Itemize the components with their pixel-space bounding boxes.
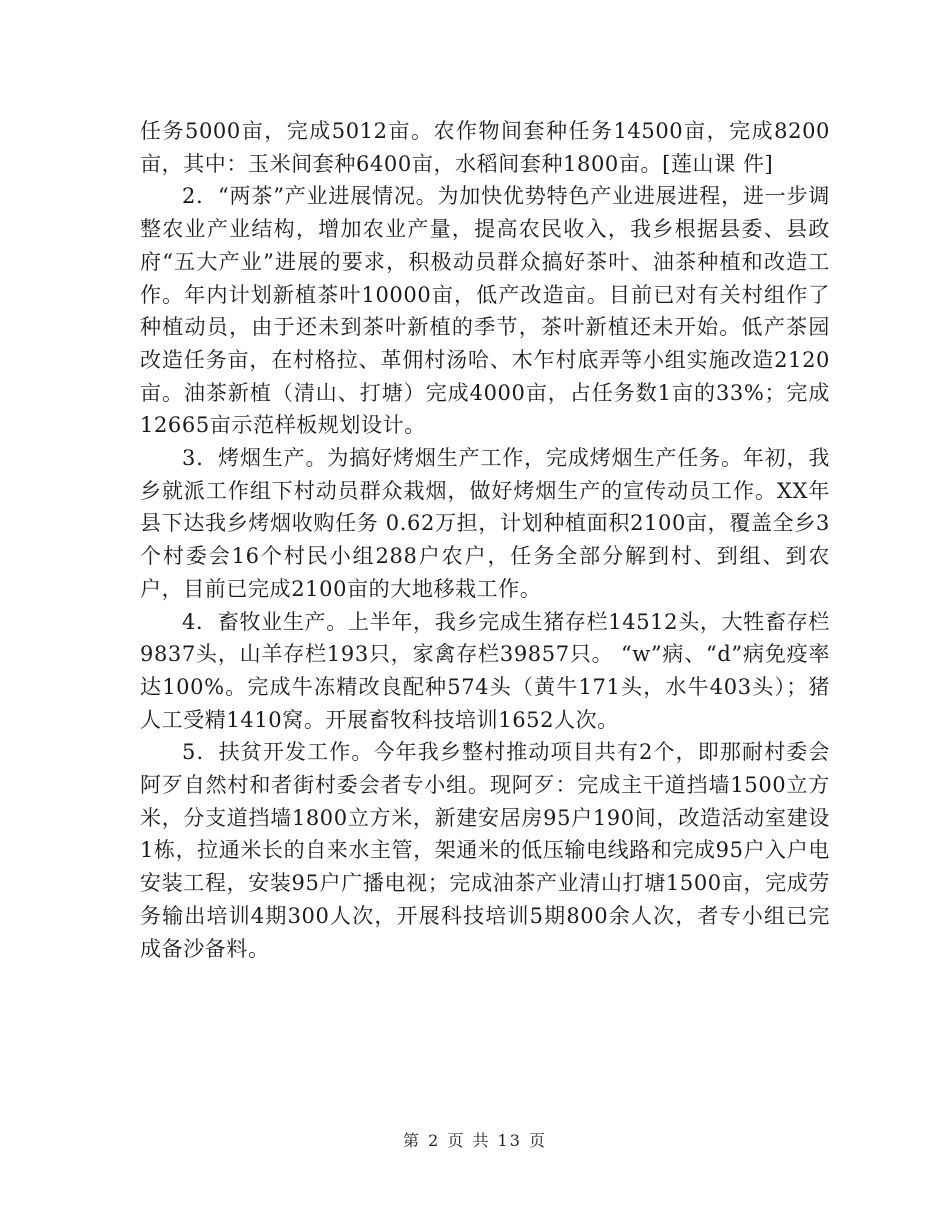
- document-body: [140, 115, 830, 965]
- paragraph-1: 任务5000亩，完成5012亩。农作物间套种任务14500亩，完成8200亩，其中：玉米间套种6400亩，水稻间套种1800亩。[莲山课 件]: [140, 119, 830, 176]
- paragraph-2: 2．“两茶”产业进展情况。为加快优势特色产业进展进程，进一步调整农业产业结构，增加农业产量，提高农民收入，我乡根据县委、县政府“五大产业”进展的要求，积极动员群众搞好茶叶、油茶种植和改造工作。年内计划新植茶叶10000亩，低产改造亩。目前已对有关村组作了种植动员，由于还未到茶叶新植的季节，茶叶新植还未开始。低产茶园改造任务亩，在村格拉、革佣村汤哈、木乍村底弄等小组实施改造2120亩。油茶新植（清山、打塘）完成4000亩，占任务数1亩的33%；完成12665亩示范样板规划设计。: [140, 184, 830, 438]
- paragraph-3: 3．烤烟生产。为搞好烤烟生产工作，完成烤烟生产任务。年初，我乡就派工作组下村动员群众栽烟，做好烤烟生产的宣传动员工作。XX年县下达我乡烤烟收购任务 0.62万担，计划种植面积2100亩，覆盖全乡3个村委会16个村民小组288户农户，任务全部分解到村、到组、到农户，目前已完成2100亩的大地移栽工作。: [140, 446, 830, 601]
- page-number: 第 2 页 共 13 页: [403, 1131, 547, 1150]
- paragraph-4: 4．畜牧业生产。上半年，我乡完成生猪存栏14512头，大牲畜存栏9837头，山羊存栏193只，家禽存栏39857只。 “w”病、“d”病免疫率达100%。完成牛冻精改良配种574头（黄牛171头，水牛403头）；猪人工受精1410窝。开展畜牧科技培训1652人次。: [140, 609, 830, 732]
- paragraph-5: 5．扶贫开发工作。今年我乡整村推动项目共有2个，即那耐村委会阿歹自然村和者街村委会者专小组。现阿歹：完成主干道挡墙1500立方米，分支道挡墙1800立方米，新建安居房95户190间，改造活动室建设1栋，拉通米长的自来水主管，架通米的低压输电线路和完成95户入户电安装工程，安装95户广播电视；完成油茶产业清山打塘1500亩，完成劳务输出培训4期300人次，开展科技培训5期800余人次，者专小组已完成备沙备料。: [140, 740, 830, 961]
